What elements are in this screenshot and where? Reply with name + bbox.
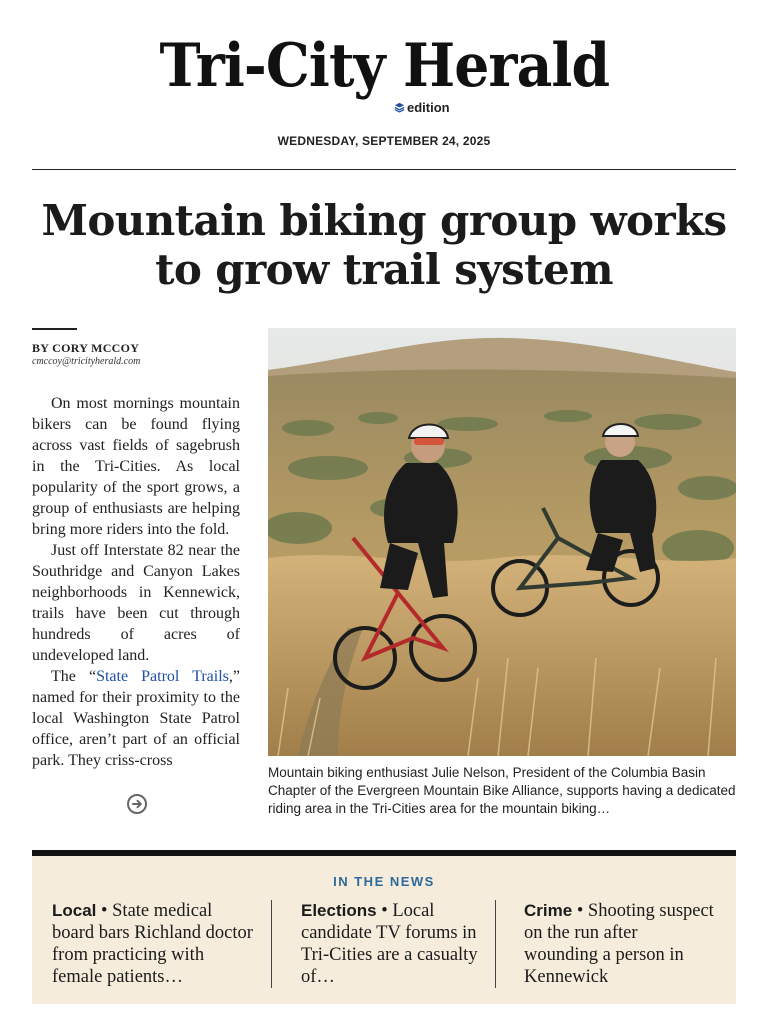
article-paragraph: On most mornings mountain bikers can be found flying across vast fields of sagebrush in the Tri-Cities. As local popularity of the sport grows, a group of enthusiasts are helping bring more riders into the fold.	[32, 395, 240, 538]
news-divider	[495, 900, 496, 988]
news-category: Crime	[524, 901, 573, 920]
news-category: Elections	[301, 901, 377, 920]
byline-email[interactable]: cmccoy@tricityherald.com	[32, 356, 141, 367]
article-paragraph: Just off Interstate 82 near the Southridge and Canyon Lakes neighborhoods in Kennewick, trails have been cut through hundreds of acres of undeveloped land.	[32, 542, 240, 664]
article-paragraph	[32, 666, 240, 771]
paragraph-text: ,” named for their proximity to the local Washington State Patrol office, aren’t part of an official park. They criss-cross	[32, 668, 240, 769]
news-headline: Local candidate TV forums in Tri-Cities are a casualty of…	[301, 901, 478, 987]
in-the-news-label: IN THE NEWS	[333, 874, 435, 889]
paragraph-text: The “	[51, 668, 97, 685]
news-headline: Shooting suspect on the run after wounding a person in Kennewick	[524, 901, 714, 987]
edition-badge	[394, 100, 450, 115]
header-divider	[32, 169, 736, 170]
article-body	[32, 393, 240, 793]
state-patrol-trails-link[interactable]: State Patrol Trails	[96, 668, 229, 685]
news-item-crime[interactable]	[524, 900, 716, 988]
edition-label: edition	[407, 100, 450, 115]
byline-author: BY CORY MCCOY	[32, 341, 140, 355]
layers-icon	[394, 102, 405, 113]
mountain-bikers-photo	[268, 328, 736, 756]
news-divider	[271, 900, 272, 988]
news-separator: •	[376, 901, 393, 921]
in-the-news-section	[32, 856, 736, 1004]
news-separator: •	[572, 901, 588, 921]
news-item-local[interactable]	[52, 900, 256, 988]
news-category: Local	[52, 901, 97, 920]
continue-reading-button[interactable]	[127, 794, 147, 814]
news-separator: •	[96, 901, 113, 921]
masthead-title: Tri-City Herald	[159, 31, 609, 101]
byline-rule	[32, 328, 77, 330]
article-photo[interactable]	[268, 328, 736, 756]
news-headline: State medical board bars Richland doctor from practicing with female patients…	[52, 901, 253, 987]
arrow-right-circle-icon	[131, 798, 143, 810]
masthead-logo[interactable]	[0, 30, 768, 102]
photo-caption: Mountain biking enthusiast Julie Nelson, President of the Columbia Basin Chapter of the Evergreen Mountain Bike Alliance, supports having a dedicated riding area in the Tri-Cities area for the mountain biking…	[268, 765, 736, 816]
news-item-elections[interactable]	[301, 900, 481, 988]
issue-date: WEDNESDAY, SEPTEMBER 24, 2025	[277, 134, 491, 148]
article-headline[interactable]: Mountain biking group works to grow trail system	[41, 196, 727, 294]
